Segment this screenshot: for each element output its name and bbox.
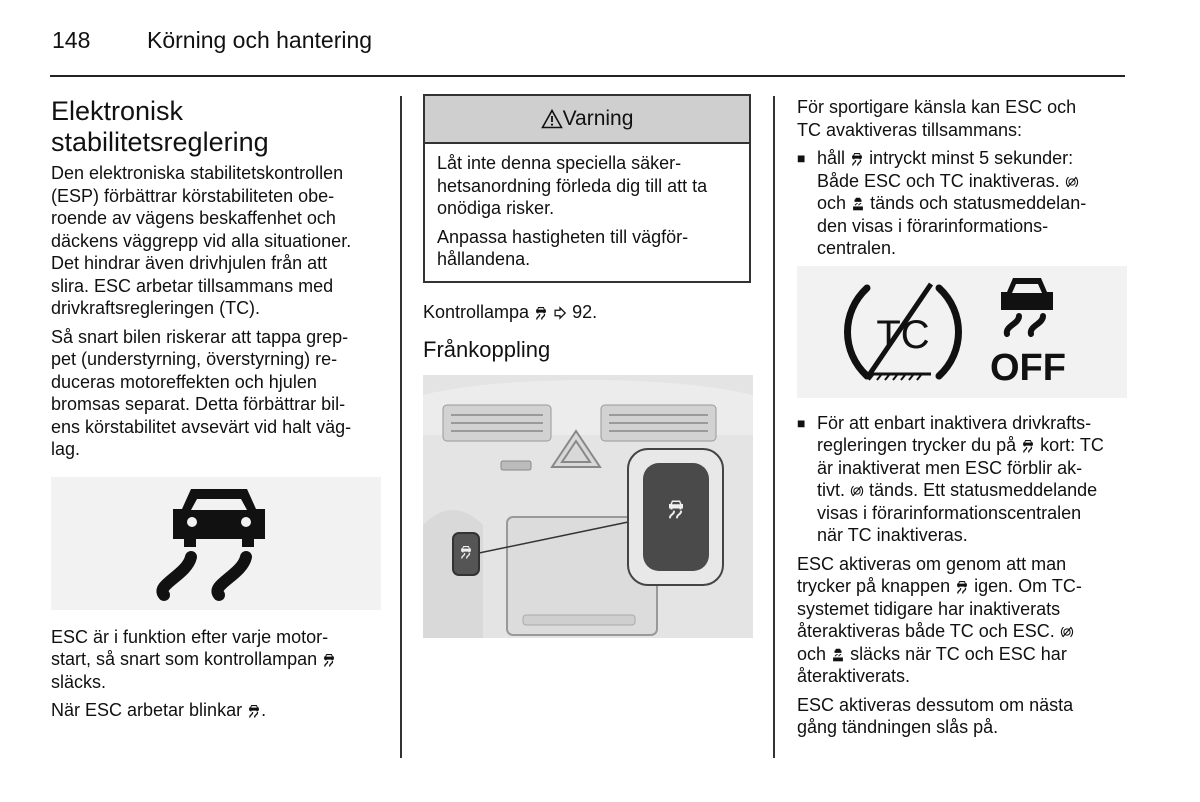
esc-blink-paragraph: När ESC arbetar blinkar . (51, 700, 267, 720)
esc-icon (955, 580, 969, 594)
esc-illustration (51, 477, 381, 610)
esc-icon (850, 152, 864, 166)
section-heading-line2: stabilitetsreglering (51, 127, 269, 157)
warning-text-2: Anpassa hastigheten till vägför- hållandena. (437, 226, 689, 269)
bullet-item-1: ■ håll intryckt minst 5 sekunder: Både ESC och TC inaktiveras. och tänds och statusmeddelan- den visas i förarinformations- centralen. (797, 148, 1087, 258)
esc-car-skid-icon (51, 477, 381, 610)
esc-off-icon (1065, 175, 1079, 189)
header-divider (50, 75, 1125, 77)
esc-icon (247, 704, 261, 718)
bullet-square-icon: ■ (797, 150, 806, 166)
esc-off-small-icon (831, 648, 845, 662)
column-2 (423, 94, 753, 638)
tc-esc-off-illustration (797, 266, 1127, 398)
tc-off-and-esc-off-icons (797, 266, 1127, 398)
sport-paragraph: För sportigare känsla kan ESC och TC avaktiveras tillsammans: (797, 97, 1077, 140)
bullet-square-icon: ■ (797, 414, 806, 431)
column-divider-1 (400, 96, 402, 758)
svg-text:TC: TC (876, 312, 930, 357)
esc-icon (534, 306, 548, 320)
section-heading-line1: Elektronisk (51, 96, 184, 126)
dashboard-illustration (423, 375, 753, 638)
section-heading (51, 96, 386, 158)
page-reference-arrow-icon (553, 306, 567, 320)
esc-icon (322, 653, 336, 667)
warning-header (425, 96, 749, 144)
column-1 (51, 96, 386, 722)
ignition-paragraph: ESC aktiveras dessutom om nästa gång tändningen slås på. (797, 694, 1074, 737)
tc-off-small-icon (850, 484, 864, 498)
page-title: Körning och hantering (147, 27, 373, 53)
bullet-item-2: ■ För att enbart inaktivera drivkrafts- regleringen trycker du på kort: TC är inaktiverat men ESC förblir ak- tivt. tänds. Ett statusmeddelande visas i förarinformationscentralen när TC inaktiveras. (797, 412, 1104, 545)
tc-off-icon (848, 284, 959, 380)
dashboard-button-illustration (423, 375, 753, 638)
esc-icon (1021, 439, 1035, 453)
page-number: 148 (52, 27, 91, 53)
svg-text:OFF: OFF (990, 346, 1066, 389)
intro-paragraph: Den elektroniska stabilitetskontrollen (ESP) förbättrar körstabiliteten obe- roende av vägens beskaffenhet och däckens väggrepp vid alla situationer. Det hindrar även drivhjulen från att slira. ESC arbetar tillsammans med drivkraftsregleringen (TC). (51, 163, 352, 318)
control-lamp-reference: Kontrollampa 92. (423, 301, 598, 322)
column-3 (797, 96, 1132, 739)
warning-title: Varning (562, 107, 634, 130)
esc-off-small-icon (851, 197, 865, 211)
column-divider-2 (773, 96, 775, 758)
reactivate-paragraph: ESC aktiveras om genom att man trycker på knappen igen. Om TC- systemet tidigare har inaktiverats återaktiveras både TC och ESC. och släcks när TC och ESC har återaktiverats. (797, 553, 1082, 686)
warning-triangle-icon (541, 109, 563, 129)
understeer-paragraph: Så snart bilen riskerar att tappa grep- pet (understyrning, överstyrning) re- duceras motoreffekten och hjulen bromsas separat. Detta förbättrar bil- ens körstabilitet avsevärt vid halt väg- lag. (51, 326, 352, 459)
subheading-frankoppling: Frånkoppling (423, 337, 551, 362)
esc-off-icon (990, 278, 1066, 389)
tc-off-small-icon (1060, 625, 1074, 639)
esc-function-paragraph: ESC är i funktion efter varje motor- start, så snart som kontrollampan släcks. (51, 626, 386, 694)
warning-box (423, 94, 751, 283)
warning-text-1: Låt inte denna speciella säker- hetsanordning förleda dig till att ta onödiga risker. (437, 153, 708, 218)
